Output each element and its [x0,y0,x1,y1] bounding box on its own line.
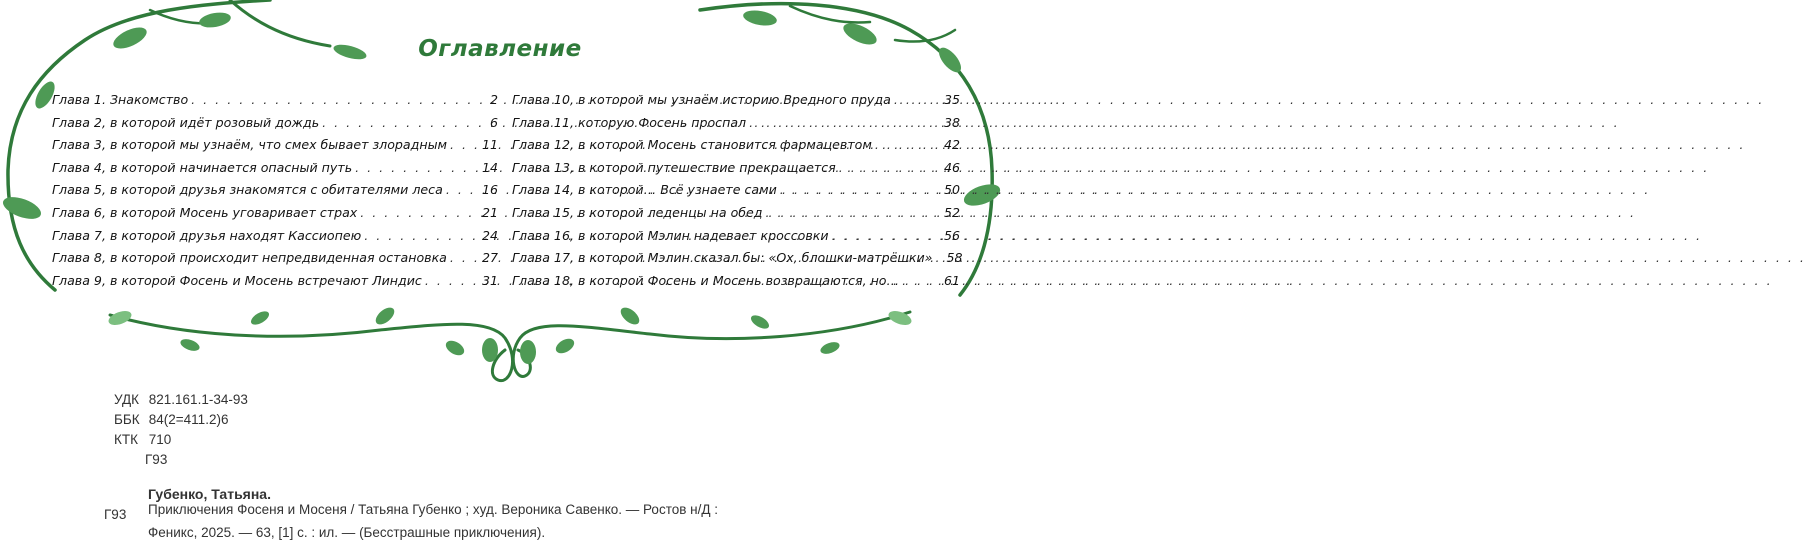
toc-leader-dots [875,137,941,152]
bbk-label: ББК [114,412,140,427]
toc-leader-dots [355,160,479,175]
ktk-value: 710 [148,432,172,447]
toc-entry-page: 27 [481,250,498,266]
classification-codes [114,390,248,470]
bibliography-author: Губенко, Татьяна. [148,486,271,502]
toc-entry-page: 11 [481,137,498,153]
ktk-label: КТК [114,432,138,447]
toc-entry-title: Глава 11, которую Фосень проспал [512,114,747,130]
toc-leader-dots [766,205,941,220]
toc-entry-page: 6 [489,114,498,130]
toc-leader-dots [322,115,487,130]
toc-entry-title: Глава 2, в которой идёт розовый дождь [52,114,320,130]
bibliography-line: Приключения Фосеня и Мосеня / Татьяна Губенко ; худ. Вероника Савенко. — Ростов н/Д : [148,502,719,517]
toc-entry-title: Глава 15, в которой леденцы на обед [512,204,763,220]
toc-entry [512,115,960,138]
toc-leader-dots [935,250,943,265]
bbk-value: 84(2=411.2)6 [148,412,229,427]
toc-entry [512,228,960,251]
toc-left-column [52,92,498,295]
toc-entry-title: Глава 4, в которой начинается опасный путь [52,159,353,175]
toc-leader-dots [446,182,479,197]
ktk-row [114,430,248,450]
toc-entry-page: 46 [943,159,960,175]
toc-entry-title: Глава 12, в которой Мосень становится фармацевтом [512,137,872,153]
toc-entry-title: Глава 3, в которой мы узнаём, что смех бывает злорадным [52,137,448,153]
toc-entry [52,92,498,115]
toc-entry-page: 50 [943,182,960,198]
toc-entry-page: 42 [943,137,960,153]
toc-leader-dots [425,273,479,288]
page-title: Оглавление [418,36,582,62]
toc-entry-title: Глава 18, в которой Фосень и Мосень возвращаются, но… [512,272,900,288]
bibliography-line: Феникс, 2025. — 63, [1] с. : ил. — (Бесстрашные приключения). [148,525,546,540]
toc-entry-page: 31 [481,272,498,288]
bbk-row [114,410,248,430]
toc-entry-title: Глава 14, в которой… Всё узнаете сами [512,182,777,198]
toc-entry [52,273,498,296]
toc-entry-page: 38 [943,114,960,130]
toc-entry [52,228,498,251]
toc-entry-title: Глава 5, в которой друзья знакомятся с обитателями леса [52,182,443,198]
toc-entry-title: Глава 6, в которой Мосень уговаривает страх [52,204,358,220]
toc-entry-page: 21 [481,204,498,220]
toc-entry [52,205,498,228]
toc-entry [512,250,963,273]
toc-entry [52,160,498,183]
toc-entry-page: 35 [943,92,960,107]
toc-entry [512,182,960,205]
udk-value: 821.161.1-34-93 [148,392,248,407]
toc-entry-page: 14 [481,159,498,175]
toc-entry [512,160,960,183]
toc-entry [512,273,960,296]
toc-entry [52,182,498,205]
toc-leader-dots [360,205,479,220]
toc-entry-title: Глава 8, в которой происходит непредвиденная остановка [52,250,447,266]
toc-leader-dots [839,160,941,175]
toc-entry-title: Глава 10, в которой мы узнаём историю Вредного пруда [512,92,891,107]
toc-entry-page: 24 [481,227,498,243]
toc-entry [512,205,960,228]
toc-entry-page: 16 [481,182,498,198]
toc-entry-title: Глава 1. Знакомство [52,92,189,107]
bibliography-author-mark: Г93 [104,507,127,522]
toc-entry-page: 52 [943,204,960,220]
toc-entry-title: Глава 16, в которой Мэлин надевает кроссовки [512,227,829,243]
toc-entry [52,137,498,160]
toc-leader-dots [450,137,479,152]
bibliography-description [148,498,868,544]
toc-leader-dots [780,182,941,197]
toc-entry [512,137,960,160]
toc-entry-page: 58 [946,250,963,266]
toc-entry-page: 56 [943,227,960,243]
toc-leader-dots [364,228,479,243]
toc-leader-dots [902,273,941,288]
toc-entry-title: Глава 13, в которой путешествие прекращается [512,159,836,175]
toc-entry-page: 61 [943,272,960,288]
toc-entry [512,92,960,115]
toc-leader-dots [894,92,941,107]
toc-leader-dots [450,250,479,265]
author-mark-row [114,450,248,470]
udk-label: УДК [114,392,139,407]
toc-entry-title: Глава 17, в которой Мэлин сказал бы: «Ох, блошки-матрёшки» [512,250,933,266]
udk-row [114,390,248,410]
author-mark: Г93 [145,452,168,467]
toc-leader-dots [749,115,941,130]
toc-right-column [512,92,963,295]
toc-entry [52,115,498,138]
toc-leader-dots [191,92,487,107]
toc-entry-page: 2 [489,92,498,107]
toc-entry [52,250,498,273]
toc-entry-title: Глава 7, в которой друзья находят Кассиопею [52,227,362,243]
toc-leader-dots [832,228,941,243]
toc-entry-title: Глава 9, в которой Фосень и Мосень встречают Линдис [52,272,422,288]
